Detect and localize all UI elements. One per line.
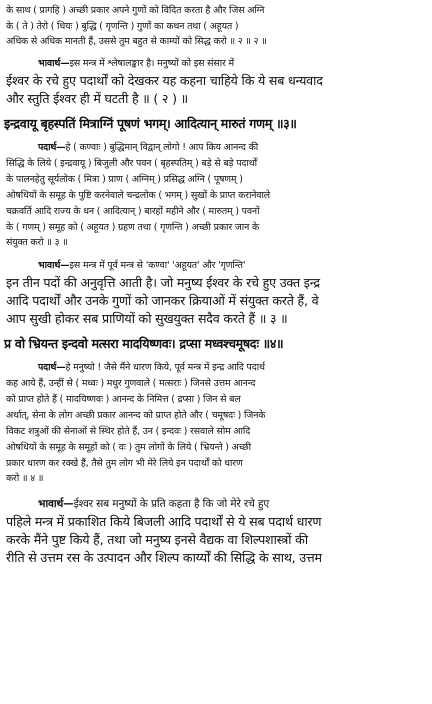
- padarth-4: [0, 360, 432, 486]
- text-line: संयुक्त करो ॥ ३ ॥: [6, 236, 68, 248]
- text-line: को प्राप्त होते हैं ( मादयिष्णवः ) आनन्द के निमित्त ( द्रप्सा ) जिन से बल: [6, 394, 241, 406]
- bhavarth-first-line: [6, 258, 426, 274]
- text-line: करके मैंने पुष्ट किये हैं, तथा जो मनुष्य इनसे वैद्यक वा शिल्पशास्त्रों की: [6, 531, 308, 547]
- text-line: आदि पदार्थों और उनके गुणों को जानकर क्रियाओं में संयुक्त करते हैं, वे: [6, 293, 319, 309]
- bhavarth-label: भावार्थ—: [38, 497, 74, 510]
- padarth-3: [0, 140, 432, 250]
- text-line: ईश्वर सब मनुष्यों के प्रति कहता है कि जो मेरे रचे हुए: [73, 497, 270, 510]
- text-line: ईश्वर के रचे हुए पदार्थों को देखकर यह कहना चाहिये कि ये सब धन्यवाद: [6, 72, 323, 88]
- text-line: हे ( कण्वाः ) बुद्धिमान् विद्वान् लोगो ! आप किय आनन्द की: [65, 141, 259, 153]
- text-line: इस मन्त्र में पूर्व मन्त्र से 'कण्वा' 'अहूयत' और 'गृणन्ति': [69, 260, 246, 272]
- bhavarth-label: भावार्थ—: [38, 58, 70, 70]
- bhavarth-3: [0, 258, 432, 328]
- commentary-continuation: [0, 0, 432, 49]
- bhavarth-label: भावार्थ—: [38, 260, 70, 272]
- text-line: अर्थात्, सेना के लोग अच्छी प्रकार आनन्द को प्राप्त होते और ( चमूषदः ) जिनके: [6, 410, 266, 422]
- text-line: रीति से उत्तम रस के उत्पादन और शिल्प कार्य्यों की सिद्धि के साथ, उत्तम: [6, 549, 322, 565]
- text-line: अधिक से अधिक मानती हैं, उससे तुम बहुत से काम्यों को सिद्ध करो ॥ २ ॥ २ ॥: [6, 36, 267, 47]
- text-line: कह आये हैं, उन्हीं से ( मध्वः ) मधुर गुणवाले ( मत्सराः ) जिनसे उत्तम आनन्द: [6, 378, 256, 390]
- text-line: करो ॥ ४ ॥: [6, 473, 44, 485]
- bhavarth-first-line: [6, 495, 426, 513]
- text-line: हे मनुष्यो ! जैसे मैंने धारण किये, पूर्व मन्त्र में इन्द्र आदि पदार्थ: [65, 362, 265, 374]
- text-line: और स्तुति ईश्वर ही में घटती है ॥ ( २ ) ॥: [6, 90, 188, 106]
- mantra-4: प्र वो भ्रियन्त इन्दवो मत्सरा मादयिष्णवः। द्रप्सा मध्वश्चमूषदः ॥४॥: [4, 336, 284, 352]
- text-line: इस मन्त्र में श्लेषालङ्कार है। मनुष्यों को इस संसार में: [69, 58, 234, 70]
- padarth-first-line: [6, 360, 426, 376]
- text-line: प्रकार धारण कर रक्खे हैं, तैसे तुम लोग भी मेरे लिये इन पदार्थों को धारण: [6, 458, 243, 470]
- text-line: पहिले मन्त्र में प्रकाशित किये बिजली आदि पदार्थों से ये सब पदार्थ धारण: [6, 513, 322, 529]
- text-line: विकट शत्रुओं की सेनाओं से स्थिर होते हैं, उन ( इन्दवः ) रसवाले सोम आदि: [6, 426, 251, 438]
- mantra-3: इन्द्रवायू बृहस्पतिं मित्राग्निं पूषणं भगम्। आदित्यान् मारुतं गणम् ॥३॥: [4, 115, 297, 131]
- text-line: के पालनहेतु सूर्यलोक ( मित्रा ) प्राण ( अग्निम् ) प्रसिद्ध अग्नि ( पूषणम् ): [6, 173, 243, 185]
- padarth-label: पदार्थ—: [38, 141, 66, 153]
- text-line: इन तीन पदों की अनुवृत्ति आती है। जो मनुष्य ईश्वर के रचे हुए उक्त इन्द्र: [6, 275, 320, 291]
- padarth-first-line: [6, 140, 426, 156]
- text-line: के ( ते ) तेरो ( धियः ) बुद्धि ( गृणन्ति ) गुणों का कथन तथा ( अहूयत ): [6, 21, 239, 32]
- padarth-label: पदार्थ—: [38, 362, 66, 374]
- bhavarth-2: [0, 57, 432, 107]
- text-line: ओषधियों के समूह के पुष्टि करनेवाले चन्द्रलोक ( भगम् ) सुखों के प्राप्त करानेवाले: [6, 189, 270, 201]
- text-line: सिद्धि के लिये ( इन्द्रवायू ) बिजुली और पवन ( बृहस्पतिम् ) बड़े से बड़े पदार्थों: [6, 157, 257, 169]
- text-line: चक्रवर्ति आदि राज्य के धन ( आदित्यान् ) बारहों महीने और ( मारुतम् ) पवनों: [6, 205, 260, 217]
- text-line: ओषधियों के समूह के समूहों को ( वः ) तुम लोगों के लिये ( भ्रियन्ते ) अच्छी: [6, 442, 251, 454]
- text-line: के साथ ( प्रागहि ) अच्छी प्रकार अपने गुणों को विदित करता है और जिस अग्नि: [6, 5, 265, 16]
- bhavarth-4: [0, 495, 432, 567]
- text-line: आप सुखी होकर सब प्राणियों को सुखयुक्त सदैव करते हैं ॥ ३ ॥: [6, 311, 288, 327]
- text-line: के ( गणम् ) समूह को ( अहूयत ) ग्रहण तथा ( गृणन्ति ) अच्छी प्रकार जान के: [6, 221, 260, 233]
- bhavarth-first-line: [6, 57, 426, 71]
